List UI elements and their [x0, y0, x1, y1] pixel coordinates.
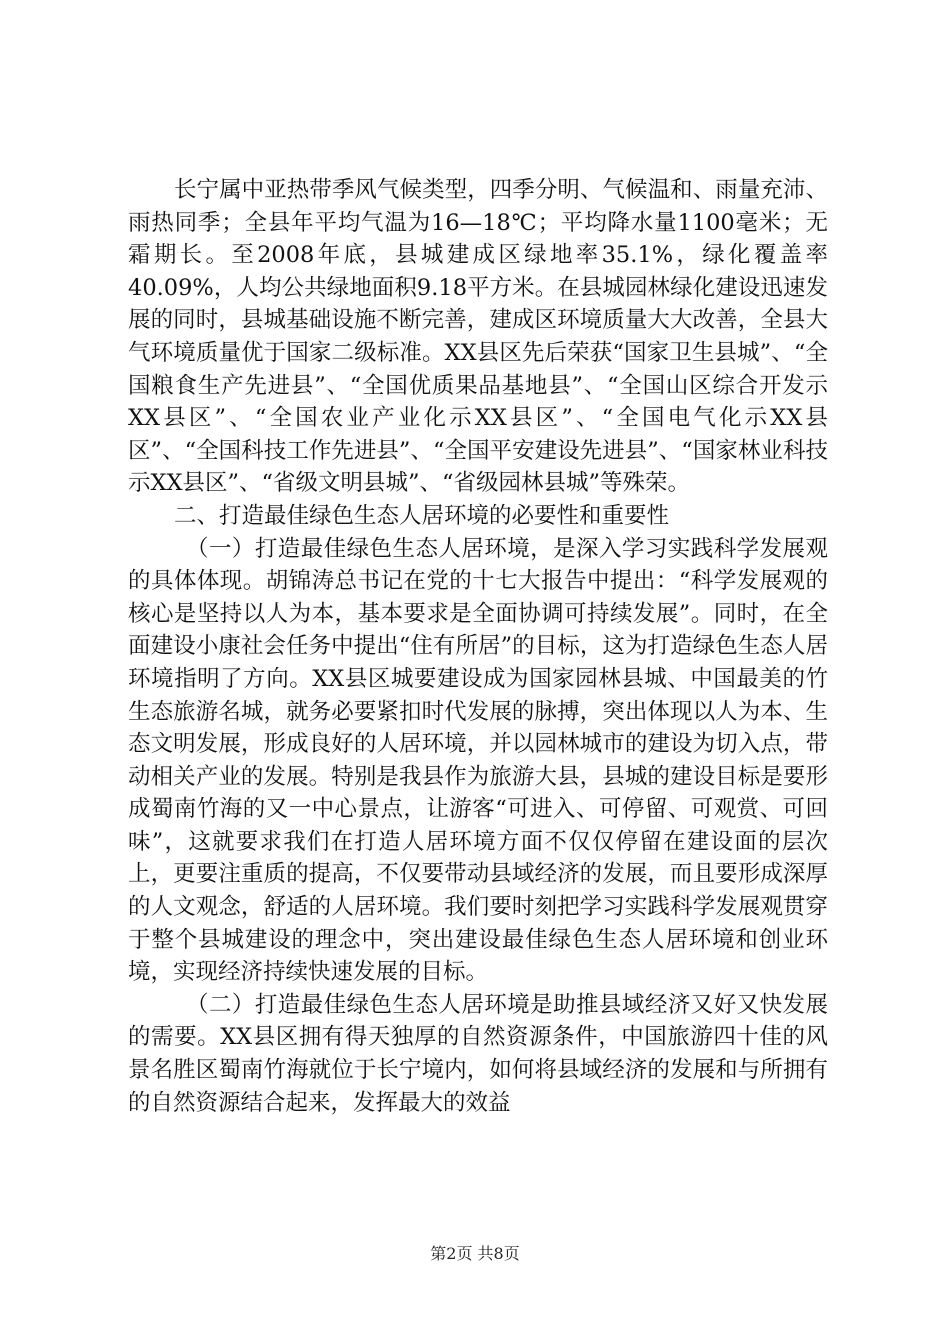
section-heading: 二、打造最佳绿色生态人居环境的必要性和重要性 [174, 502, 670, 529]
paragraph-climate: 长宁属中亚热带季风气候类型，四季分明、气候温和、雨量充沛、雨热同季；全县年平均气温为16—18℃；平均降水量1100毫米；无霜期长。至2008年底，县城建成区绿地率35.1%，绿化覆盖率40.09%，人均公共绿地面积9.18平方米。在县城园林绿化建设迅速发展的同时，县城基础设施不断完善，建成区环境质量大大改善，全县大气环境质量优于国家二级标准。XX县区先后荣获“国家卫生县城”、“全国粮食生产先进县”、“全国优质果品基地县”、“全国山区综合开发示XX县区”、“全国农业产业化示XX县区”、“全国电气化示XX县区”、“全国科技工作先进县”、“全国平安建设先进县”、“国家林业科技示XX县区”、“省级文明县城”、“省级园林县城”等殊荣。 [128, 177, 828, 497]
body-text [128, 174, 828, 1119]
page-footer: 第2页 共8页 [430, 1244, 520, 1263]
paragraph-point-one: （一）打造最佳绿色生态人居环境，是深入学习实践科学发展观的具体体现。胡锦涛总书记在党的十七大报告中提出：“科学发展观的核心是坚持以人为本，基本要求是全面协调可持续发展”。同时，在全面建设小康社会任务中提出“住有所居”的目标，这为打造绿色生态人居环境指明了方向。XX县区城要建设成为国家园林县城、中国最美的竹生态旅游名城，就务必要紧扣时代发展的脉搏，突出体现以人为本、生态文明发展，形成良好的人居环境，并以园林城市的建设为切入点，带动相关产业的发展。特别是我县作为旅游大县，县城的建设目标是要形成蜀南竹海的又一中心景点，让游客“可进入、可停留、可观赏、可回味”，这就要求我们在打造人居环境方面不仅仅停留在建设面的层次上，更要注重质的提高，不仅要带动县域经济的发展，而且要形成深厚的人文观念，舒适的人居环境。我们要时刻把学习实践科学发展观贯穿于整个县城建设的理念中，突出建设最佳绿色生态人居环境和创业环境，实现经济持续快速发展的目标。 [128, 535, 828, 986]
paragraph-point-two: （二）打造最佳绿色生态人居环境是助推县域经济又好又快发展的需要。XX县区拥有得天独厚的自然资源条件，中国旅游四十佳的风景名胜区蜀南竹海就位于长宁境内，如何将县域经济的发展和与所拥有的自然资源结合起来，发挥最大的效益 [128, 991, 828, 1116]
